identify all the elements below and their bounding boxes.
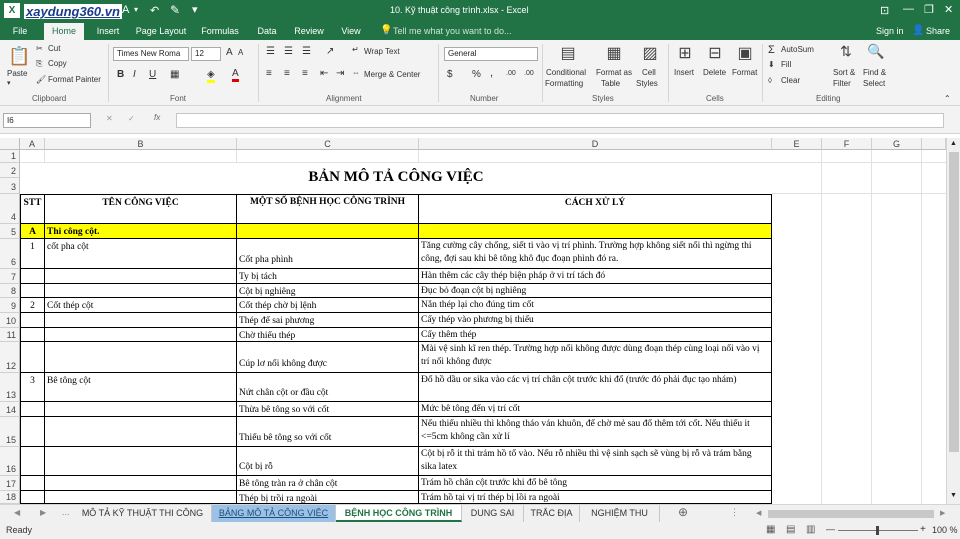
row-header[interactable]: 4 bbox=[0, 194, 20, 224]
tab-data[interactable]: Data bbox=[257, 26, 277, 36]
sort-filter-label-1[interactable]: Sort & bbox=[833, 68, 856, 77]
col-header-f[interactable]: F bbox=[822, 138, 872, 150]
autosum-button[interactable]: AutoSum bbox=[781, 45, 814, 54]
cell-cach[interactable]: Cột bị rỗ it thì trám hồ tổ vào. Nếu rỗ nhiều thì vệ sinh sạch sẽ vùng bị rỗ và trám bằng sika latex bbox=[419, 447, 772, 476]
paste-button[interactable]: Paste bbox=[7, 69, 28, 78]
find-select-icon: 🔍 bbox=[867, 43, 885, 59]
cell-cach[interactable]: Đục bỏ đoạn cột bị nghiêng bbox=[419, 284, 772, 298]
prev-sheet-icon[interactable]: ◀ bbox=[14, 508, 21, 517]
horizontal-scroll-thumb[interactable] bbox=[768, 510, 934, 518]
normal-view-icon[interactable]: ▦ bbox=[766, 524, 776, 535]
font-group-label: Font bbox=[170, 94, 187, 103]
select-all-corner[interactable] bbox=[0, 138, 20, 150]
insert-cells-icon: ⊞ bbox=[678, 45, 692, 62]
share-icon: 👤 bbox=[912, 25, 925, 36]
decrease-indent-icon[interactable]: ⇤ bbox=[320, 68, 329, 79]
header-cach-xu-ly[interactable]: CÁCH XỬ LÝ bbox=[419, 195, 772, 224]
add-sheet-icon[interactable]: ⊕ bbox=[678, 505, 689, 519]
cell-cach[interactable]: Nắn thép lại cho đúng tim cốt bbox=[419, 298, 772, 313]
row-header[interactable]: 18 bbox=[0, 491, 20, 504]
header-ten-cong-viec[interactable]: TÊN CÔNG VIỆC bbox=[45, 195, 237, 224]
lightbulb-icon: 💡 bbox=[380, 25, 393, 36]
tab-view[interactable]: View bbox=[341, 26, 361, 36]
row-header[interactable]: 16 bbox=[0, 447, 20, 476]
editing-group-label: Editing bbox=[816, 94, 841, 103]
autosum-icon: Σ bbox=[768, 44, 775, 56]
ribbon-tabs bbox=[0, 22, 960, 40]
sort-filter-label-2[interactable]: Filter bbox=[833, 79, 851, 88]
fill-button[interactable]: Fill bbox=[781, 60, 792, 69]
align-right-icon[interactable]: ≡ bbox=[302, 68, 308, 79]
scroll-right-icon[interactable]: ▶ bbox=[940, 510, 946, 517]
sheet-tab-nghiem-thu[interactable]: NGHIỆM THU bbox=[580, 505, 660, 522]
cell-ten[interactable] bbox=[45, 491, 237, 504]
cell-cach[interactable]: Cấy thép vào phương bị thiếu bbox=[419, 313, 772, 328]
row-header[interactable]: 11 bbox=[0, 328, 20, 342]
row-header[interactable]: 17 bbox=[0, 476, 20, 491]
section-fill[interactable] bbox=[419, 224, 772, 239]
close-button[interactable]: ✕ bbox=[944, 4, 954, 16]
customize-qat-icon[interactable]: ▾ bbox=[192, 4, 198, 16]
align-middle-icon[interactable]: ☰ bbox=[284, 46, 293, 57]
cell-stt[interactable] bbox=[21, 402, 45, 417]
cell-ten[interactable] bbox=[45, 284, 237, 298]
cell-stt[interactable]: 2 bbox=[21, 298, 45, 313]
cell-ten[interactable] bbox=[45, 342, 237, 373]
insert-cells-button[interactable]: Insert bbox=[674, 68, 695, 77]
cell-benh[interactable]: Thép để sai phương bbox=[237, 313, 419, 328]
dropdown-qat-icon[interactable]: ▾ bbox=[134, 5, 139, 14]
window-title: 10. Kỹ thuật công trình.xlsx - Excel bbox=[390, 5, 529, 15]
cell-stt[interactable] bbox=[21, 476, 45, 491]
cell-stt[interactable] bbox=[21, 313, 45, 328]
tab-home[interactable]: Home bbox=[44, 23, 84, 40]
row-header[interactable]: 2 bbox=[0, 163, 20, 178]
cell-ten[interactable]: Cốt thép cột bbox=[45, 298, 237, 313]
sort-filter-icon: ⇅ bbox=[840, 43, 852, 59]
tell-me-input[interactable]: Tell me what you want to do... bbox=[393, 26, 512, 36]
header-stt[interactable]: STT bbox=[21, 195, 45, 224]
cell-benh[interactable]: Cúp lơ nối không được bbox=[237, 342, 419, 373]
page-break-view-icon[interactable]: ▥ bbox=[806, 524, 816, 535]
cell-stt[interactable] bbox=[21, 342, 45, 373]
collapse-ribbon-icon[interactable]: ⌃ bbox=[944, 94, 951, 103]
underline-button[interactable]: U bbox=[149, 69, 157, 80]
cell-benh[interactable]: Cột bị nghiêng bbox=[237, 284, 419, 298]
tab-review[interactable]: Review bbox=[294, 26, 324, 36]
cell-stt[interactable] bbox=[21, 284, 45, 298]
worksheet-grid[interactable] bbox=[0, 138, 946, 504]
clipboard-group-label: Clipboard bbox=[32, 94, 67, 103]
cell-cach[interactable]: Đổ hồ dầu or sika vào các vị trí chân cột trước khi đổ (trước đó phải đục tạo nhám) bbox=[419, 373, 772, 402]
cell-stt[interactable]: 1 bbox=[21, 239, 45, 269]
fill-color-icon[interactable]: ◈ bbox=[207, 69, 215, 83]
cell-styles-icon: ▨ bbox=[642, 45, 658, 62]
paste-dropdown-icon[interactable]: ▾ bbox=[7, 80, 11, 87]
sheet-tab-mo-ta-ky-thuat[interactable]: MÔ TẢ KỸ THUẬT THI CÔNG bbox=[74, 505, 212, 522]
cell-benh[interactable]: Nứt chân cột or đầu cột bbox=[237, 373, 419, 402]
format-painter-icon: 🖌 bbox=[36, 75, 47, 84]
paste-icon[interactable]: 📋 bbox=[8, 46, 31, 66]
format-cells-icon: ▣ bbox=[737, 45, 753, 62]
cell-benh[interactable]: Chờ thiếu thép bbox=[237, 328, 419, 342]
row-header[interactable]: 15 bbox=[0, 417, 20, 447]
sheet-tab-bang-mo-ta[interactable]: BẢNG MÔ TẢ CÔNG VIỆC bbox=[212, 505, 336, 522]
copy-icon: ⎘ bbox=[36, 59, 43, 68]
row-header[interactable]: 3 bbox=[0, 178, 20, 194]
tab-formulas[interactable]: Formulas bbox=[201, 26, 239, 36]
cell-ten[interactable] bbox=[45, 447, 237, 476]
scroll-thumb[interactable] bbox=[949, 152, 959, 452]
row-header[interactable]: 7 bbox=[0, 269, 20, 284]
col-header-d[interactable]: D bbox=[419, 138, 772, 150]
row-header[interactable]: 13 bbox=[0, 373, 20, 402]
alignment-group-label: Alignment bbox=[326, 94, 362, 103]
cell-cach[interactable]: Hàn thêm các cây thép biện pháp ở vi trí tách đó bbox=[419, 269, 772, 284]
zoom-out-button[interactable]: — bbox=[826, 524, 835, 534]
merge-center-button[interactable]: Merge & Center bbox=[364, 70, 421, 79]
align-left-icon[interactable]: ≡ bbox=[266, 68, 272, 79]
cell-ten[interactable] bbox=[45, 476, 237, 491]
cell-ten[interactable] bbox=[45, 328, 237, 342]
cell-stt[interactable] bbox=[21, 269, 45, 284]
section-title[interactable]: Thi công cột. bbox=[45, 224, 237, 239]
tab-page-layout[interactable]: Page Layout bbox=[135, 26, 187, 36]
cut-button[interactable]: Cut bbox=[48, 44, 61, 53]
page-layout-view-icon[interactable]: ▤ bbox=[786, 524, 796, 535]
ribbon bbox=[0, 40, 960, 106]
tab-file[interactable]: File bbox=[12, 26, 28, 36]
cell-ten[interactable]: cốt pha cột bbox=[45, 239, 237, 269]
col-header-b[interactable]: B bbox=[45, 138, 237, 150]
sheet-tab-trac-dia[interactable]: TRẮC ĐỊA bbox=[524, 505, 580, 522]
formula-input[interactable] bbox=[176, 113, 944, 128]
conditional-formatting-icon: ▤ bbox=[560, 45, 576, 62]
cell-cach[interactable]: Cấy thêm thép bbox=[419, 328, 772, 342]
font-color-qat-icon[interactable]: A bbox=[122, 4, 130, 16]
grow-font-icon[interactable]: A bbox=[226, 47, 233, 58]
row-header[interactable]: 1 bbox=[0, 150, 20, 163]
sheet-title[interactable]: BẢN MÔ TẢ CÔNG VIỆC bbox=[20, 163, 772, 194]
cell-benh[interactable]: Cột bị rỗ bbox=[237, 447, 419, 476]
cell-ten[interactable]: Bê tông cột bbox=[45, 373, 237, 402]
cell-benh[interactable]: Cốt pha phình bbox=[237, 239, 419, 269]
format-as-table-label-2[interactable]: Table bbox=[601, 79, 621, 88]
undo-icon[interactable]: ↶ bbox=[150, 5, 160, 17]
merge-center-icon: ⇔ bbox=[352, 68, 360, 77]
cell-stt[interactable] bbox=[21, 417, 45, 447]
zoom-level[interactable]: 100 % bbox=[932, 525, 958, 535]
delete-cells-icon: ⊟ bbox=[708, 45, 722, 62]
watermark-logo: xaydung360.vn bbox=[26, 4, 120, 19]
cell-ten[interactable] bbox=[45, 402, 237, 417]
cell-stt[interactable]: 3 bbox=[21, 373, 45, 402]
cell-cach[interactable]: Trám hồ tại vị trí thép bị lồi ra ngoài bbox=[419, 491, 772, 504]
number-format-select[interactable]: General bbox=[444, 47, 538, 61]
cell-cach[interactable]: Trám hồ chân cột trước khi đổ bê tông bbox=[419, 476, 772, 491]
title-bar bbox=[0, 0, 960, 22]
col-header-c[interactable]: C bbox=[237, 138, 419, 150]
section-fill[interactable] bbox=[237, 224, 419, 239]
align-bottom-icon[interactable]: ☰ bbox=[302, 46, 311, 57]
number-group-label: Number bbox=[470, 94, 499, 103]
vertical-scrollbar[interactable] bbox=[946, 138, 960, 504]
sheet-tabs-bar bbox=[0, 504, 960, 522]
restore-button[interactable]: ❐ bbox=[924, 4, 934, 16]
formula-bar bbox=[0, 106, 960, 134]
comma-button[interactable]: , bbox=[490, 67, 494, 79]
col-header-g[interactable]: G bbox=[872, 138, 922, 150]
copy-button[interactable]: Copy bbox=[48, 59, 67, 68]
cell-stt[interactable] bbox=[21, 328, 45, 342]
status-ready: Ready bbox=[6, 525, 33, 535]
find-select-label-2[interactable]: Select bbox=[863, 79, 886, 88]
decrease-decimal-button[interactable]: .00 bbox=[524, 70, 534, 77]
section-stt[interactable]: A bbox=[21, 224, 45, 239]
cell-ten[interactable] bbox=[45, 313, 237, 328]
row-header[interactable]: 9 bbox=[0, 298, 20, 313]
cell-benh[interactable]: Thừa bê tông so với cốt bbox=[237, 402, 419, 417]
cell-benh[interactable]: Bê tông tràn ra ở chân cột bbox=[237, 476, 419, 491]
cell-benh[interactable]: Thiếu bê tông so với cốt bbox=[237, 417, 419, 447]
row-header[interactable]: 8 bbox=[0, 284, 20, 298]
next-sheet-icon[interactable]: ▶ bbox=[40, 508, 47, 517]
pen-qat-icon[interactable]: ✎ bbox=[170, 3, 181, 17]
currency-button[interactable]: $ bbox=[447, 69, 453, 80]
cell-cach[interactable]: Tăng cường cây chống, siết ti vào vị trí phình. Trường hợp không siết nổi thì ngừng thi công, đợi sau khi bê tông khô đục đoạn phình đó ra. bbox=[419, 239, 772, 269]
cell-ten[interactable] bbox=[45, 417, 237, 447]
ribbon-options-icon[interactable]: ⊡ bbox=[880, 5, 890, 17]
col-header-a[interactable]: A bbox=[20, 138, 45, 150]
font-name-select[interactable]: Times New Roma bbox=[113, 47, 189, 61]
row-header[interactable]: 6 bbox=[0, 239, 20, 269]
font-size-select[interactable]: 12 bbox=[191, 47, 221, 61]
shrink-font-icon[interactable]: A bbox=[238, 48, 244, 57]
conditional-formatting-label-1[interactable]: Conditional bbox=[546, 68, 587, 77]
row-header[interactable]: 14 bbox=[0, 402, 20, 417]
align-center-icon[interactable]: ≡ bbox=[284, 68, 290, 79]
sheet-tab-dung-sai[interactable]: DUNG SAI bbox=[462, 505, 524, 522]
cell-cach[interactable]: Mài vệ sinh kĩ ren thép. Trường hợp nối không được dùng đoạn thép cùng loại nối vào vị trí nối không được bbox=[419, 342, 772, 373]
clear-icon: ◊ bbox=[768, 76, 772, 85]
increase-decimal-button[interactable]: .00 bbox=[506, 70, 516, 77]
borders-icon[interactable]: ▦ bbox=[170, 69, 180, 80]
cell-styles-label-2[interactable]: Styles bbox=[636, 79, 658, 88]
enter-icon[interactable]: ✓ bbox=[128, 114, 135, 123]
wrap-text-icon: ↵ bbox=[352, 45, 359, 54]
cut-icon: ✂ bbox=[36, 44, 43, 53]
status-bar bbox=[0, 522, 960, 539]
zoom-slider-thumb[interactable] bbox=[876, 526, 879, 535]
orientation-icon[interactable]: ↗ bbox=[326, 46, 335, 57]
format-as-table-icon: ▦ bbox=[606, 45, 622, 62]
wrap-text-button[interactable]: Wrap Text bbox=[364, 47, 400, 56]
tab-insert[interactable]: Insert bbox=[96, 26, 120, 36]
align-top-icon[interactable]: ☰ bbox=[266, 46, 275, 57]
font-color-button[interactable]: A bbox=[232, 68, 239, 82]
format-cells-button[interactable]: Format bbox=[732, 68, 758, 77]
cell-cach[interactable]: Mức bê tông đến vị trí cốt bbox=[419, 402, 772, 417]
share-button[interactable]: Share bbox=[926, 26, 951, 36]
cells-group-label: Cells bbox=[706, 94, 724, 103]
cell-benh[interactable]: Ty bị tách bbox=[237, 269, 419, 284]
cell-benh[interactable]: Thép bị trồi ra ngoài bbox=[237, 491, 419, 504]
zoom-in-button[interactable]: + bbox=[920, 524, 926, 535]
cell-ten[interactable] bbox=[45, 269, 237, 284]
sheet-more[interactable]: ... bbox=[62, 507, 70, 517]
cancel-icon[interactable]: ✕ bbox=[106, 114, 113, 123]
row-header[interactable]: 12 bbox=[0, 342, 20, 373]
format-as-table-label-1[interactable]: Format as bbox=[596, 68, 633, 77]
cell-stt[interactable] bbox=[21, 491, 45, 504]
delete-cells-button[interactable]: Delete bbox=[703, 68, 727, 77]
italic-button[interactable]: I bbox=[133, 69, 136, 80]
name-box[interactable]: I6 bbox=[3, 113, 91, 128]
col-header-e[interactable]: E bbox=[772, 138, 822, 150]
cell-styles-label-1[interactable]: Cell bbox=[642, 68, 656, 77]
minimize-button[interactable]: — bbox=[903, 3, 914, 15]
percent-button[interactable]: % bbox=[472, 69, 481, 80]
excel-logo-icon: X bbox=[4, 3, 20, 18]
cell-stt[interactable] bbox=[21, 447, 45, 476]
row-header[interactable]: 10 bbox=[0, 313, 20, 328]
cell-cach[interactable]: Nếu thiếu nhiều thì không tháo ván khuôn, để chờ mẻ sau đổ thêm tới cốt. Nếu thiếu it <=5cm không cần xử lí bbox=[419, 417, 772, 447]
conditional-formatting-label-2[interactable]: Formatting bbox=[545, 79, 584, 88]
format-painter-button[interactable]: Format Painter bbox=[48, 75, 101, 84]
styles-group-label: Styles bbox=[592, 94, 614, 103]
increase-indent-icon[interactable]: ⇥ bbox=[336, 68, 345, 79]
fill-icon: ⬇ bbox=[768, 60, 775, 69]
insert-function-icon[interactable]: fx bbox=[154, 113, 161, 122]
tab-split-handle[interactable]: ⋮ bbox=[730, 507, 739, 517]
scroll-left-icon[interactable]: ◀ bbox=[756, 510, 762, 517]
clear-button[interactable]: Clear bbox=[781, 76, 801, 85]
row-header[interactable]: 5 bbox=[0, 224, 20, 239]
cell-benh[interactable]: Cốt thép chờ bị lệnh bbox=[237, 298, 419, 313]
scroll-down-icon[interactable]: ▼ bbox=[950, 492, 957, 499]
bold-button[interactable]: B bbox=[117, 69, 125, 80]
sheet-tab-benh-hoc[interactable]: BỆNH HỌC CÔNG TRÌNH bbox=[336, 505, 462, 522]
header-benh-hoc[interactable]: MỘT SỐ BỆNH HỌC CÔNG TRÌNH bbox=[237, 195, 419, 224]
scroll-up-icon[interactable]: ▲ bbox=[950, 140, 957, 147]
col-header-h[interactable] bbox=[922, 138, 946, 150]
sign-in-link[interactable]: Sign in bbox=[876, 26, 904, 36]
find-select-label-1[interactable]: Find & bbox=[863, 68, 887, 77]
